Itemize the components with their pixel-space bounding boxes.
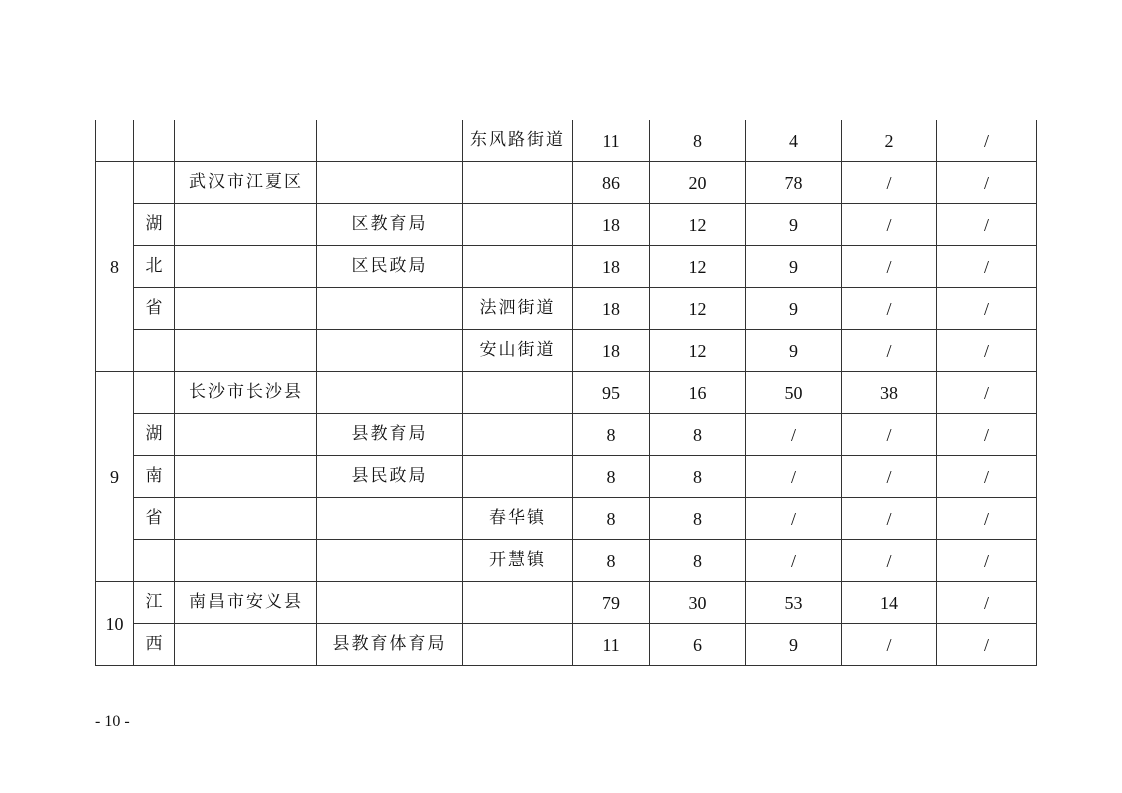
value-cell: / [842,288,937,330]
value-cell: / [937,582,1037,624]
value-cell: / [842,246,937,288]
value-cell: / [937,162,1037,204]
dept-cell [317,330,463,372]
province-char: 西 [134,624,175,666]
value-cell: / [937,246,1037,288]
table-row [96,498,1037,540]
province-cell [134,372,175,414]
street-cell [463,456,573,498]
street-cell [463,204,573,246]
value-cell: 12 [650,330,746,372]
value-cell: 14 [842,582,937,624]
index-cell [96,120,134,162]
table-row [96,204,1037,246]
city-cell: 长沙市长沙县 [175,372,317,414]
value-cell: 86 [573,162,650,204]
value-cell: 18 [573,204,650,246]
table-row [96,582,1037,624]
value-cell: 2 [842,120,937,162]
table-row [96,330,1037,372]
street-cell [463,624,573,666]
value-cell: 8 [650,456,746,498]
dept-cell [317,162,463,204]
value-cell: / [937,540,1037,582]
city-cell [175,204,317,246]
value-cell: 53 [746,582,842,624]
value-cell: 18 [573,288,650,330]
value-cell: 8 [650,120,746,162]
value-cell: / [937,288,1037,330]
value-cell: 38 [842,372,937,414]
value-cell: / [937,372,1037,414]
street-cell: 安山街道 [463,330,573,372]
table-row [96,624,1037,666]
table-row [96,162,1037,204]
value-cell: / [937,330,1037,372]
value-cell: 9 [746,204,842,246]
value-cell: 30 [650,582,746,624]
city-cell [175,414,317,456]
value-cell: / [746,414,842,456]
province-char: 北 [134,246,175,288]
dept-cell: 区教育局 [317,204,463,246]
street-cell [463,246,573,288]
value-cell: 12 [650,204,746,246]
value-cell: 78 [746,162,842,204]
table-row [96,456,1037,498]
value-cell: / [746,540,842,582]
value-cell: 9 [746,624,842,666]
dept-cell [317,120,463,162]
dept-cell [317,288,463,330]
value-cell: / [937,204,1037,246]
street-cell: 春华镇 [463,498,573,540]
street-cell [463,414,573,456]
value-cell: 8 [573,498,650,540]
dept-cell [317,540,463,582]
city-cell [175,498,317,540]
city-cell [175,120,317,162]
province-cell [134,120,175,162]
table-row [96,288,1037,330]
dept-cell [317,372,463,414]
value-cell: / [746,498,842,540]
value-cell: 11 [573,120,650,162]
street-cell [463,372,573,414]
data-table [95,120,1037,666]
value-cell: 9 [746,330,842,372]
value-cell: / [937,624,1037,666]
dept-cell: 县教育局 [317,414,463,456]
index-cell: 8 [96,162,134,372]
value-cell: / [937,498,1037,540]
city-cell [175,330,317,372]
value-cell: 18 [573,246,650,288]
table-row [96,414,1037,456]
province-cell [134,162,175,204]
value-cell: / [937,456,1037,498]
street-cell: 开慧镇 [463,540,573,582]
value-cell: 18 [573,330,650,372]
value-cell: 6 [650,624,746,666]
value-cell: / [842,540,937,582]
value-cell: 12 [650,288,746,330]
city-cell [175,540,317,582]
province-char: 江 [134,582,175,624]
value-cell: 79 [573,582,650,624]
value-cell: 8 [650,414,746,456]
page-number: - 10 - [95,713,130,730]
city-cell [175,246,317,288]
value-cell: / [842,456,937,498]
value-cell: 8 [650,498,746,540]
province-char: 省 [134,498,175,540]
province-char: 南 [134,456,175,498]
table-row [96,372,1037,414]
street-cell: 法泗街道 [463,288,573,330]
city-cell [175,456,317,498]
dept-cell [317,582,463,624]
value-cell: / [842,162,937,204]
dept-cell [317,498,463,540]
value-cell: 4 [746,120,842,162]
value-cell: 16 [650,372,746,414]
index-cell: 10 [96,582,134,666]
value-cell: 9 [746,288,842,330]
value-cell: / [842,204,937,246]
province-char: 省 [134,288,175,330]
city-cell [175,624,317,666]
value-cell: 95 [573,372,650,414]
table-row [96,120,1037,162]
value-cell: 9 [746,246,842,288]
value-cell: / [937,120,1037,162]
city-cell: 南昌市安义县 [175,582,317,624]
dept-cell: 区民政局 [317,246,463,288]
value-cell: 50 [746,372,842,414]
value-cell: 20 [650,162,746,204]
province-char: 湖 [134,414,175,456]
value-cell: / [937,414,1037,456]
value-cell: / [746,456,842,498]
street-cell [463,162,573,204]
value-cell: 8 [573,414,650,456]
street-cell [463,582,573,624]
value-cell: 8 [573,456,650,498]
value-cell: / [842,624,937,666]
value-cell: 8 [573,540,650,582]
province-char: 湖 [134,204,175,246]
province-cell [134,330,175,372]
value-cell: / [842,498,937,540]
city-cell: 武汉市江夏区 [175,162,317,204]
city-cell [175,288,317,330]
street-cell: 东风路街道 [463,120,573,162]
value-cell: / [842,330,937,372]
index-cell: 9 [96,372,134,582]
dept-cell: 县教育体育局 [317,624,463,666]
province-cell [134,540,175,582]
value-cell: 8 [650,540,746,582]
table-row [96,540,1037,582]
dept-cell: 县民政局 [317,456,463,498]
value-cell: 11 [573,624,650,666]
value-cell: 12 [650,246,746,288]
table-row [96,246,1037,288]
value-cell: / [842,414,937,456]
